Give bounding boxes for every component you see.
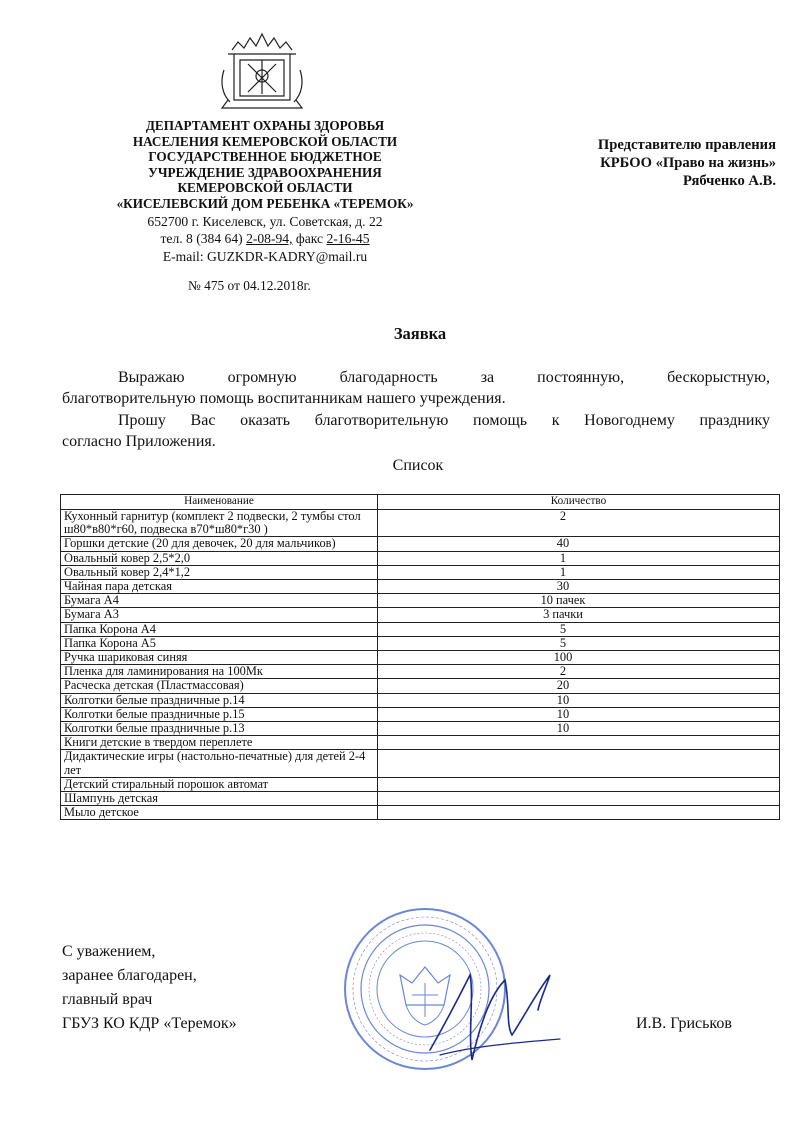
item-name-cell: Шампунь детская (61, 792, 378, 806)
item-name-cell: Овальный ковер 2,4*1,2 (61, 565, 378, 579)
table-row (61, 636, 780, 650)
table-row (61, 608, 780, 622)
item-qty-cell: 1 (378, 565, 780, 579)
item-qty-cell (378, 736, 780, 750)
item-name-cell: Пленка для ламинирования на 100Мк (61, 665, 378, 679)
item-name-cell: Овальный ковер 2,5*2,0 (61, 551, 378, 565)
table-row (61, 551, 780, 565)
table-row (61, 565, 780, 579)
org-email: E-mail: GUZKDR-KADRY@mail.ru (162, 248, 368, 264)
item-name-cell: Расческа детская (Пластмассовая) (61, 679, 378, 693)
signature-icon (410, 955, 570, 1075)
document-number: № 475 от 04.12.2018г. (188, 278, 311, 293)
item-qty-cell: 10 (378, 693, 780, 707)
phone-number: 2-08-94, (246, 231, 293, 247)
org-line: ГОСУДАРСТВЕННОЕ БЮДЖЕТНОЕ (148, 149, 382, 165)
table-row (61, 622, 780, 636)
item-name-cell: Колготки белые праздничные р.14 (61, 693, 378, 707)
paragraph-request (62, 410, 770, 452)
item-qty-cell: 5 (378, 622, 780, 636)
org-line: УЧРЕЖДЕНИЕ ЗДРАВООХРАНЕНИЯ (148, 164, 382, 180)
table-row (61, 665, 780, 679)
org-line: НАСЕЛЕНИЯ КЕМЕРОВСКОЙ ОБЛАСТИ (132, 133, 398, 149)
item-name-cell: Ручка шариковая синяя (61, 651, 378, 665)
addressee-line: Представителю правления (597, 137, 776, 153)
item-name-cell: Книги детские в твердом переплете (61, 736, 378, 750)
item-qty-cell (378, 806, 780, 820)
closing-line: С уважением, (62, 943, 156, 960)
table-row (61, 693, 780, 707)
paragraph-line: благотворительную помощь воспитанникам нашего учреждения. (62, 390, 506, 407)
item-qty-cell (378, 750, 780, 777)
table-row (61, 510, 780, 537)
table-row (61, 580, 780, 594)
item-qty-cell: 20 (378, 679, 780, 693)
item-name-cell: Дидактические игры (настольно-печатные) для детей 2-4 лет (61, 750, 378, 777)
item-qty-cell: 100 (378, 651, 780, 665)
addressee-block (476, 136, 776, 190)
item-name-cell: Горшки детские (20 для девочек, 20 для мальчиков) (61, 537, 378, 551)
addressee-line: Рябченко А.В. (682, 173, 776, 189)
closing-line: заранее благодарен, (62, 967, 197, 984)
coat-of-arms-icon (218, 30, 306, 116)
table-header-row (61, 495, 780, 510)
item-qty-cell (378, 777, 780, 791)
item-name-cell: Колготки белые праздничные р.15 (61, 707, 378, 721)
table-row (61, 722, 780, 736)
request-table (60, 494, 780, 820)
table-row (61, 750, 780, 777)
item-qty-cell: 5 (378, 636, 780, 650)
table-row (61, 651, 780, 665)
column-header-name: Наименование (61, 495, 378, 510)
item-name-cell: Кухонный гарнитур (комплект 2 подвески, 2 тумбы стол ш80*в80*г60, подвеска в70*ш80*г30 ) (61, 510, 378, 537)
item-qty-cell: 30 (378, 580, 780, 594)
table-row (61, 736, 780, 750)
org-line: КЕМЕРОВСКОЙ ОБЛАСТИ (177, 180, 353, 196)
org-line: ДЕПАРТАМЕНТ ОХРАНЫ ЗДОРОВЬЯ (145, 118, 385, 133)
item-qty-cell (378, 792, 780, 806)
table-row (61, 777, 780, 791)
paragraph-line (62, 410, 770, 431)
item-qty-cell: 10 (378, 722, 780, 736)
org-address: 652700 г. Киселевск, ул. Советская, д. 22 (147, 213, 383, 229)
item-qty-cell: 10 пачек (378, 594, 780, 608)
phone-prefix: тел. 8 (384 64) (160, 231, 243, 247)
paragraph-text: Выражаю огромную благодарность за постоянную, бескорыстную, (118, 369, 770, 386)
paragraph-line: согласно Приложения. (62, 433, 216, 450)
table-row (61, 707, 780, 721)
closing-line: главный врач (62, 991, 153, 1008)
table-row (61, 537, 780, 551)
item-qty-cell: 1 (378, 551, 780, 565)
signer-name: И.В. Гриськов (636, 1015, 732, 1032)
closing-block (62, 940, 237, 1036)
item-name-cell: Детский стиральный порошок автомат (61, 777, 378, 791)
list-title: Список (392, 457, 444, 474)
item-name-cell: Папка Корона А5 (61, 636, 378, 650)
fax-number: 2-16-45 (326, 231, 370, 247)
item-name-cell: Чайная пара детская (61, 580, 378, 594)
item-name-cell: Колготки белые праздничные р.13 (61, 722, 378, 736)
item-name-cell: Бумага А3 (61, 608, 378, 622)
table-row (61, 806, 780, 820)
item-qty-cell: 40 (378, 537, 780, 551)
organization-header (80, 118, 450, 265)
document-title: Заявка (393, 324, 447, 343)
item-qty-cell: 10 (378, 707, 780, 721)
closing-line: ГБУЗ КО КДР «Теремок» (62, 1015, 237, 1032)
item-qty-cell: 2 (378, 510, 780, 537)
item-name-cell: Папка Корона А4 (61, 622, 378, 636)
org-contacts (80, 230, 450, 248)
item-qty-cell: 2 (378, 665, 780, 679)
paragraph-gratitude (62, 367, 770, 409)
table-row (61, 679, 780, 693)
item-name-cell: Мыло детское (61, 806, 378, 820)
table-row (61, 792, 780, 806)
item-name-cell: Бумага А4 (61, 594, 378, 608)
paragraph-text: Прошу Вас оказать благотворительную помощь к Новогоднему празднику (118, 412, 770, 429)
item-qty-cell: 3 пачки (378, 608, 780, 622)
paragraph-line (62, 367, 770, 388)
column-header-qty: Количество (378, 495, 780, 510)
fax-prefix: факс (295, 231, 324, 247)
table-body (61, 510, 780, 820)
addressee-line: КРБОО «Право на жизнь» (600, 155, 776, 171)
table-row (61, 594, 780, 608)
org-line: «КИСЕЛЕВСКИЙ ДОМ РЕБЕНКА «ТЕРЕМОК» (116, 195, 414, 211)
